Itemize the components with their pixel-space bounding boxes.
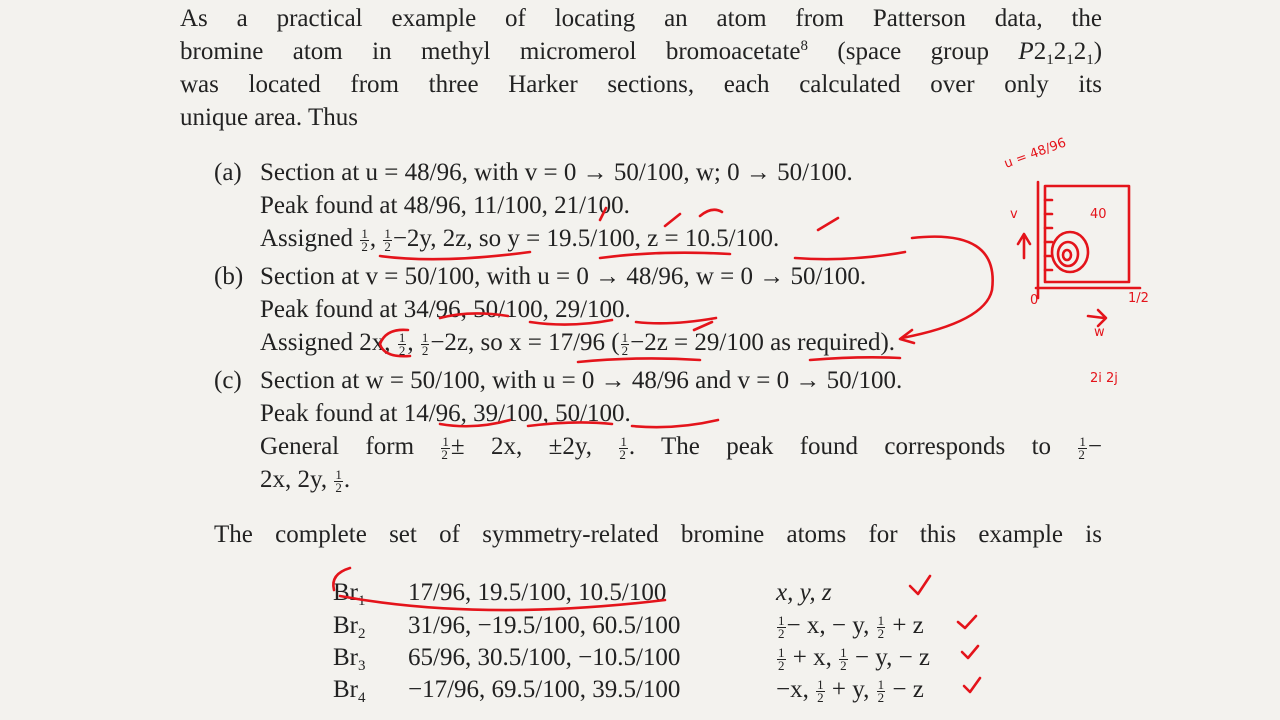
section-c-text: Section at w = 50/100, with u = 0 → 48/96 and v = 0 → 50/100. (260, 367, 903, 394)
diagram-peak-contour (1063, 250, 1071, 260)
underline-stroke (380, 252, 530, 259)
intro-line-3: was located from three Harker sections, each calculated over only its (180, 71, 1102, 98)
diagram-box (1045, 186, 1129, 282)
atom-name: $Br_2$ (333, 612, 366, 642)
check-mark (962, 646, 978, 658)
fraction-half: $\frac{1}{2}$ (1078, 433, 1086, 462)
fraction-half: $\frac{1}{2}$ (335, 466, 342, 495)
diagram-peak-contour (1052, 232, 1088, 272)
section-a-assigned: Assigned $\frac{1}{2}$ , $\frac{1}{2}$ −2y, 2z, so y = 19.5/100, z = 10.5/100. (260, 225, 780, 254)
annotation-origin: 0 (1030, 293, 1039, 308)
section-b-peak: Peak found at 34/96, 50/100, 29/100. (260, 296, 631, 323)
underline-stroke (795, 252, 905, 259)
tick-mark (818, 218, 838, 230)
arrow-stroke (1088, 310, 1106, 326)
atom-name: $Br_3$ (333, 644, 366, 674)
section-a-text: Section at u = 48/96, with v = 0 → 50/100, w; 0 → 50/100. (260, 159, 853, 186)
fraction-half: $\frac{1}{2}$ (398, 329, 406, 358)
check-mark (910, 576, 930, 594)
annotation-axis-w: w (1094, 325, 1105, 340)
atom-name: $Br_1$ (333, 579, 366, 609)
section-a-label: (a) (214, 159, 242, 186)
arrowhead (900, 330, 914, 343)
section-b-text: Section at v = 50/100, with u = 0 → 48/96, w = 0 → 50/100. (260, 263, 867, 290)
section-b-label: (b) (214, 263, 244, 290)
annotation-axis-v: v (1010, 207, 1018, 222)
check-mark (958, 616, 976, 628)
fraction-half: $\frac{1}{2}$ (421, 329, 429, 358)
section-c-label: (c) (214, 367, 242, 394)
arrow-stroke (1018, 234, 1030, 258)
atom-symmetry: x, y, z (776, 579, 832, 606)
check-mark (964, 678, 980, 692)
fraction-half: $\frac{1}{2}$ (441, 433, 449, 462)
annotation-half: 1/2 (1128, 291, 1149, 306)
fraction-half: $\frac{1}{2}$ (621, 329, 629, 358)
underline-stroke (636, 318, 716, 323)
fraction-half: $\frac{1}{2}$ (384, 225, 391, 254)
summary-text: The complete set of symmetry-related bromine atoms for this example is (214, 521, 1102, 548)
section-a-peak: Peak found at 48/96, 11/100, 21/100. (260, 192, 630, 219)
atom-coords: −17/96, 69.5/100, 39.5/100 (408, 676, 681, 703)
atom-symmetry: −x, $\frac{1}{2}$ + y, $\frac{1}{2}$ − z (776, 676, 924, 705)
fraction-half: $\frac{1}{2}$ (619, 433, 627, 462)
intro-line-2: bromine atom in methyl micromerol bromoacetate$^8$ (space group $P2_12_12_1$) (180, 38, 1103, 68)
tick-mark (700, 210, 722, 216)
underline-stroke (578, 358, 700, 362)
section-b-assigned: Assigned 2x, $\frac{1}{2}$ , $\frac{1}{2}$ −2z, so x = 17/96 ( $\frac{1}{2}$ −2z = 29/100 as required). (260, 329, 896, 358)
intro-line-4: unique area. Thus (180, 104, 358, 131)
diagram-ticks (1045, 200, 1052, 270)
annotation-note: 2i 2j (1090, 371, 1118, 386)
underline-stroke (632, 420, 718, 427)
section-c-general: General form $\frac{1}{2}$ ± 2x, ±2y, $\frac{1}{2}$ . The peak found corresponds to $\frac{1}{2}$ − (260, 433, 1102, 462)
atom-coords: 31/96, −19.5/100, 60.5/100 (408, 612, 681, 639)
diagram-peak-contour (1058, 242, 1078, 266)
annotation-peak-value: 40 (1090, 207, 1107, 222)
arrow-stroke (902, 237, 993, 338)
atom-coords: 65/96, 30.5/100, −10.5/100 (408, 644, 681, 671)
atom-name: $Br_4$ (333, 676, 366, 706)
section-c-peak: Peak found at 14/96, 39/100, 50/100. (260, 400, 631, 427)
underline-stroke (600, 253, 730, 258)
atom-coords: 17/96, 19.5/100, 10.5/100 (408, 579, 667, 606)
underline-stroke (810, 357, 900, 360)
section-c-general-cont: 2x, 2y, $\frac{1}{2}$ . (260, 466, 351, 495)
reference-superscript: 8 (800, 38, 808, 54)
fraction-half: $\frac{1}{2}$ (361, 225, 368, 254)
atom-symmetry: $\frac{1}{2}$ − x, − y, $\frac{1}{2}$ + z (778, 612, 924, 641)
atom-symmetry: $\frac{1}{2}$ + x, $\frac{1}{2}$ − y, − z (778, 644, 931, 673)
annotation-u-label: u = 48/96 (1002, 135, 1069, 172)
intro-line-1: As a practical example of locating an atom from Patterson data, the (180, 5, 1102, 32)
